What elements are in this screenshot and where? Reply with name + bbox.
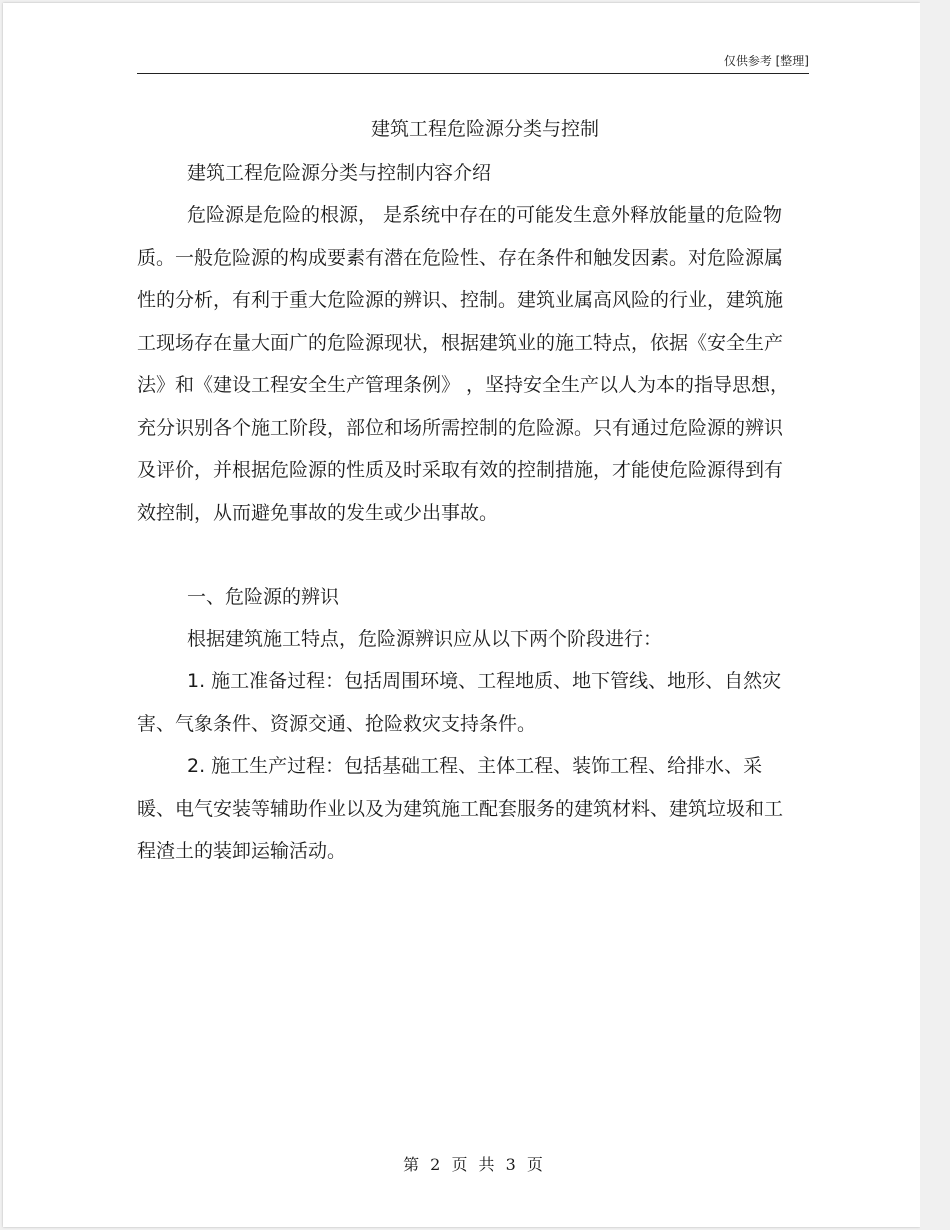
intro-paragraph: 危险源是危险的根源， 是系统中存在的可能发生意外释放能量的危险物质。一般危险源的构成要素有潜在危险性、存在条件和触发因素。对危险源属性的分析，有利于重大危险源的辨识、控制。建筑业属高风险的行业，建筑施工现场存在量大面广的危险源现状，根据建筑业的施工特点，依据《安全生产法》和《建设工程安全生产管理条例》 ，坚持安全生产以人为本的指导思想，充分识别各个施工阶段，部位和场所需控制的危险源。只有通过危险源的辨识及评价，并根据危险源的性质及时采取有效的控制措施，才能使危险源得到有效控制，从而避免事故的发生或少出事故。 (137, 204, 790, 524)
header-note: 仅供参考 [整理] (723, 54, 809, 68)
document-title: 建筑工程危险源分类与控制 (370, 118, 599, 140)
viewer-background (920, 0, 950, 1230)
list-item-preparation: 1. 施工准备过程：包括周围环境、工程地质、地下管线、地形、自然灾害、气象条件、资源交通、抢险救灾支持条件。 (137, 670, 782, 735)
list-item-production: 2. 施工生产过程：包括基础工程、主体工程、装饰工程、给排水、采暖、电气安装等辅助作业以及为建筑施工配套服务的建筑材料、建筑垃圾和工程渣土的装卸运输活动。 (137, 755, 784, 862)
document-subtitle: 建筑工程危险源分类与控制内容介绍 (187, 162, 492, 184)
section-heading: 一、危险源的辨识 (187, 586, 340, 608)
section-lead-paragraph: 根据建筑施工特点，危险源辨识应从以下两个阶段进行： (187, 628, 663, 650)
page-number: 第 2 页 共 3 页 (403, 1155, 543, 1174)
header-divider (137, 73, 809, 74)
